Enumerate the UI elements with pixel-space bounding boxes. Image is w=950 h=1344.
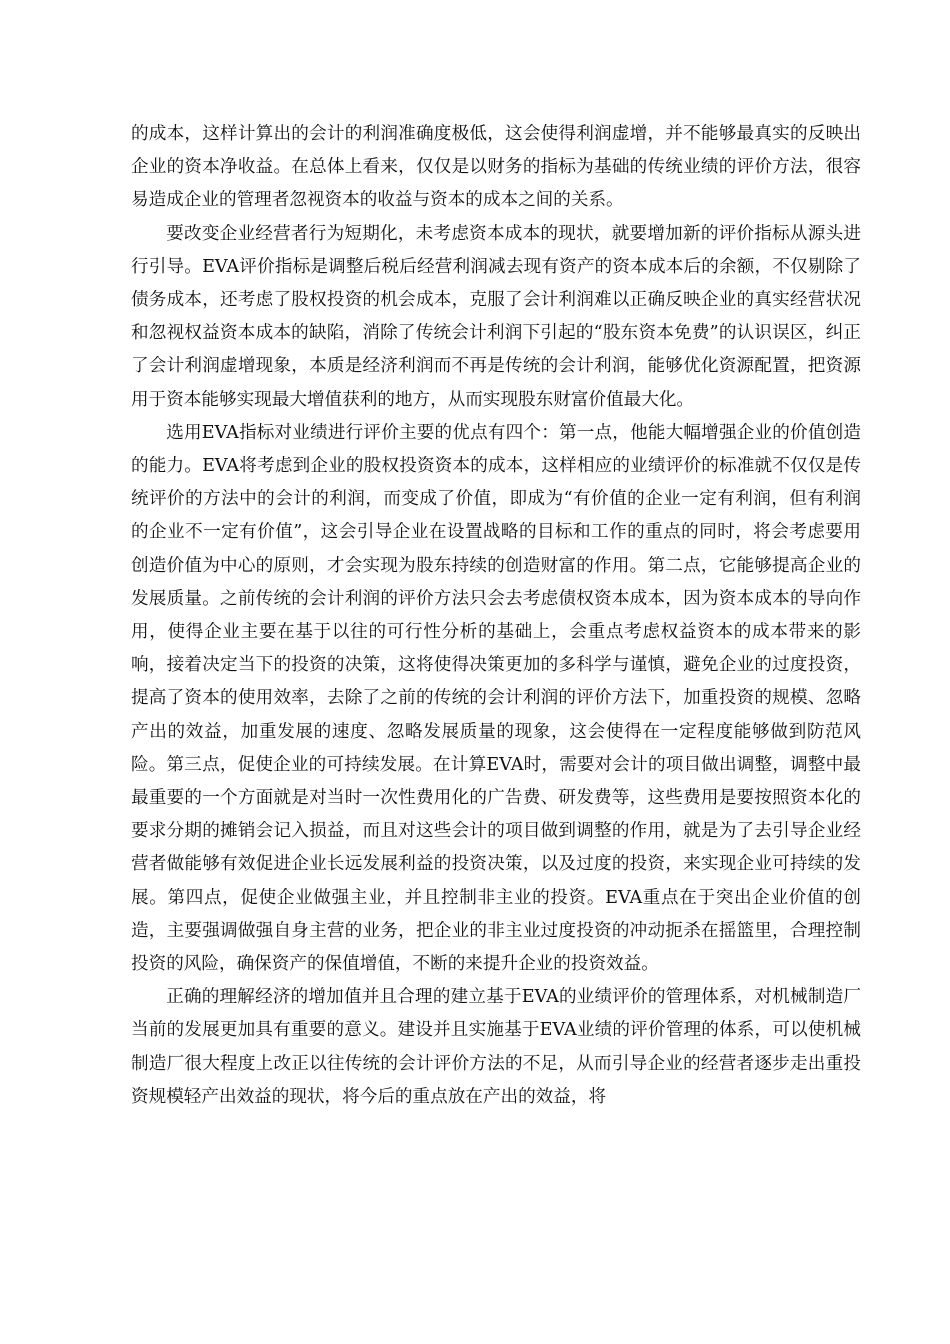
body-text [131,118,861,1114]
paragraph-continuation: 的成本，这样计算出的会计的利润准确度极低，这会使得利润虚增，并不能够最真实的反映出企业的资本净收益。在总体上看来，仅仅是以财务的指标为基础的传统业绩的评价方法，很容易造成企业的管理者忽视资本的收益与资本的成本之间的关系。 [131,124,861,211]
paragraph-eva-introduction: 要改变企业经营者行为短期化，未考虑资本成本的现状，就要增加新的评价指标从源头进行引导。EVA评价指标是调整后税后经营利润减去现有资产的资本成本后的余额，不仅剔除了债务成本，还考虑了股权投资的机会成本，克服了会计利润难以正确反映企业的真实经营状况和忽视权益资本成本的缺陷，消除了传统会计利润下引起的“股东资本免费”的认识误区，纠正了会计利润虚增现象，本质是经济利润而不再是传统的会计利润，能够优化资源配置，把资源用于资本能够实现最大增值获利的地方，从而实现股东财富价值最大化。 [131,223,861,410]
paragraph-eva-significance: 正确的理解经济的增加值并且合理的建立基于EVA的业绩评价的管理体系，对机械制造厂当前的发展更加具有重要的意义。建设并且实施基于EVA业绩的评价管理的体系，可以使机械制造厂很大程度上改正以往传统的会计评价方法的不足，从而引导企业的经营者逐步走出重投资规模轻产出效益的现状，将今后的重点放在产出的效益，将 [131,987,861,1107]
paragraph-eva-advantages: 选用EVA指标对业绩进行评价主要的优点有四个：第一点，他能大幅增强企业的价值创造的能力。EVA将考虑到企业的股权投资资本的成本，这样相应的业绩评价的标准就不仅仅是传统评价的方法中的会计的利润，而变成了价值，即成为“有价值的企业一定有利润，但有利润的企业不一定有价值”，这会引导企业在设置战略的目标和工作的重点的同时，将会考虑要用创造价值为中心的原则，才会实现为股东持续的创造财富的作用。第二点，它能够提高企业的发展质量。之前传统的会计利润的评价方法只会去考虑债权资本成本，因为资本成本的导向作用，使得企业主要在基于以往的可行性分析的基础上，会重点考虑权益资本的成本带来的影响，接着决定当下的投资的决策，这将使得决策更加的多科学与谨慎，避免企业的过度投资，提高了资本的使用效率，去除了之前的传统的会计利润的评价方法下，加重投资的规模、忽略产出的效益，加重发展的速度、忽略发展质量的现象，这会使得在一定程度能够做到防范风险。第三点，促使企业的可持续发展。在计算EVA时，需要对会计的项目做出调整，调整中最最重要的一个方面就是对当时一次性费用化的广告费、研发费等，这些费用是要按照资本化的要求分期的摊销会记入损益，而且对这些会计的项目做到调整的作用，就是为了去引导企业经营者做能够有效促进企业长远发展利益的投资决策，以及过度的投资，来实现企业可持续的发展。第四点，促使企业做强主业，并且控制非主业的投资。EVA重点在于突出企业价值的创造，主要强调做强自身主营的业务，把企业的非主业过度投资的冲动扼杀在摇篮里，合理控制投资的风险，确保资产的保值增值，不断的来提升企业的投资效益。 [131,422,861,975]
